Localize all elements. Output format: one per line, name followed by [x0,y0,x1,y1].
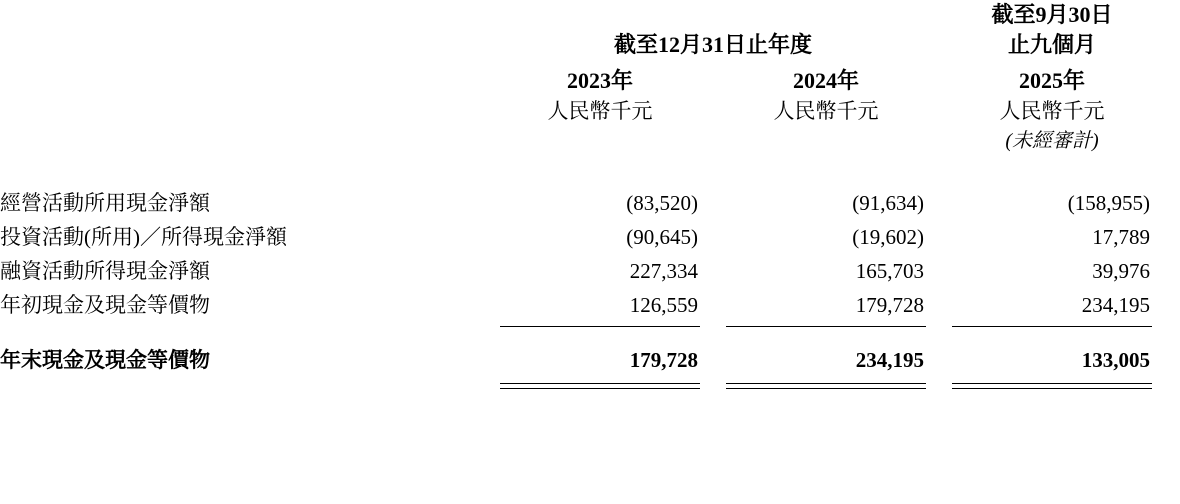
row-value-operating-2025: (158,955) [1067,191,1150,215]
header-year-end-group: 截至12月31日止年度 [613,32,812,57]
row-value-investing-2023: (90,645) [626,225,698,249]
row-value-investing-2024: (19,602) [852,225,924,249]
header-note-2023 [500,126,700,156]
header-row-note [0,126,1180,156]
row-value-financing-2025: 39,976 [1092,259,1150,283]
header-row-period-bottom [0,30,1180,60]
header-note-2024 [726,126,926,156]
header-note-2025-unaudited: (未經審計) [1005,130,1099,152]
header-spacer-2 [0,156,1180,186]
header-row-years [0,66,1180,96]
row-label-financing: 融資活動所得現金淨額 [0,259,210,283]
row-value-operating-2023: (83,520) [626,191,698,215]
row-value-financing-2023: 227,334 [629,259,698,283]
row-value-investing-2025: 17,789 [1092,225,1150,249]
header-unit-2023: 人民幣千元 [547,99,653,123]
row-label-operating: 經營活動所用現金淨額 [0,191,210,215]
header-year-2023: 2023年 [566,68,633,93]
row-value-cash-ending-2024: 234,195 [855,348,924,372]
row-value-operating-2024: (91,634) [852,191,924,215]
row-value-cash-ending-2025: 133,005 [1081,348,1150,372]
header-row-period-top [0,0,1180,30]
total-rule-2023 [500,377,700,389]
header-unit-2024: 人民幣千元 [773,99,879,123]
row-label-cash-beginning: 年初現金及現金等價物 [0,293,210,317]
row-value-cash-beginning-2024: 179,728 [855,293,924,317]
table-row [0,220,1180,254]
total-rule-2025 [952,377,1152,389]
total-rule-row [0,377,1180,389]
header-empty-2024 [726,0,926,30]
table-row [0,288,1180,322]
table-row [0,254,1180,288]
table-row [0,186,1180,220]
row-label-investing: 投資活動(所用)／所得現金淨額 [0,225,287,249]
header-nine-month-line1: 截至9月30日 [991,2,1113,27]
header-nine-month-line2: 止九個月 [1007,32,1096,57]
header-empty-2023 [500,0,700,30]
total-rule-2024 [726,377,926,389]
row-value-cash-ending-2023: 179,728 [629,348,698,372]
row-value-cash-beginning-2025: 234,195 [1081,293,1150,317]
header-empty-label [0,0,500,30]
header-row-units [0,96,1180,126]
total-spacer [0,327,1180,343]
row-value-cash-beginning-2023: 126,559 [629,293,698,317]
header-year-2025: 2025年 [1018,68,1085,93]
row-label-cash-ending: 年末現金及現金等價物 [0,348,210,372]
header-year-2024: 2024年 [792,68,859,93]
header-unit-2025: 人民幣千元 [999,99,1105,123]
table-row-total [0,343,1180,377]
row-value-financing-2024: 165,703 [855,259,924,283]
